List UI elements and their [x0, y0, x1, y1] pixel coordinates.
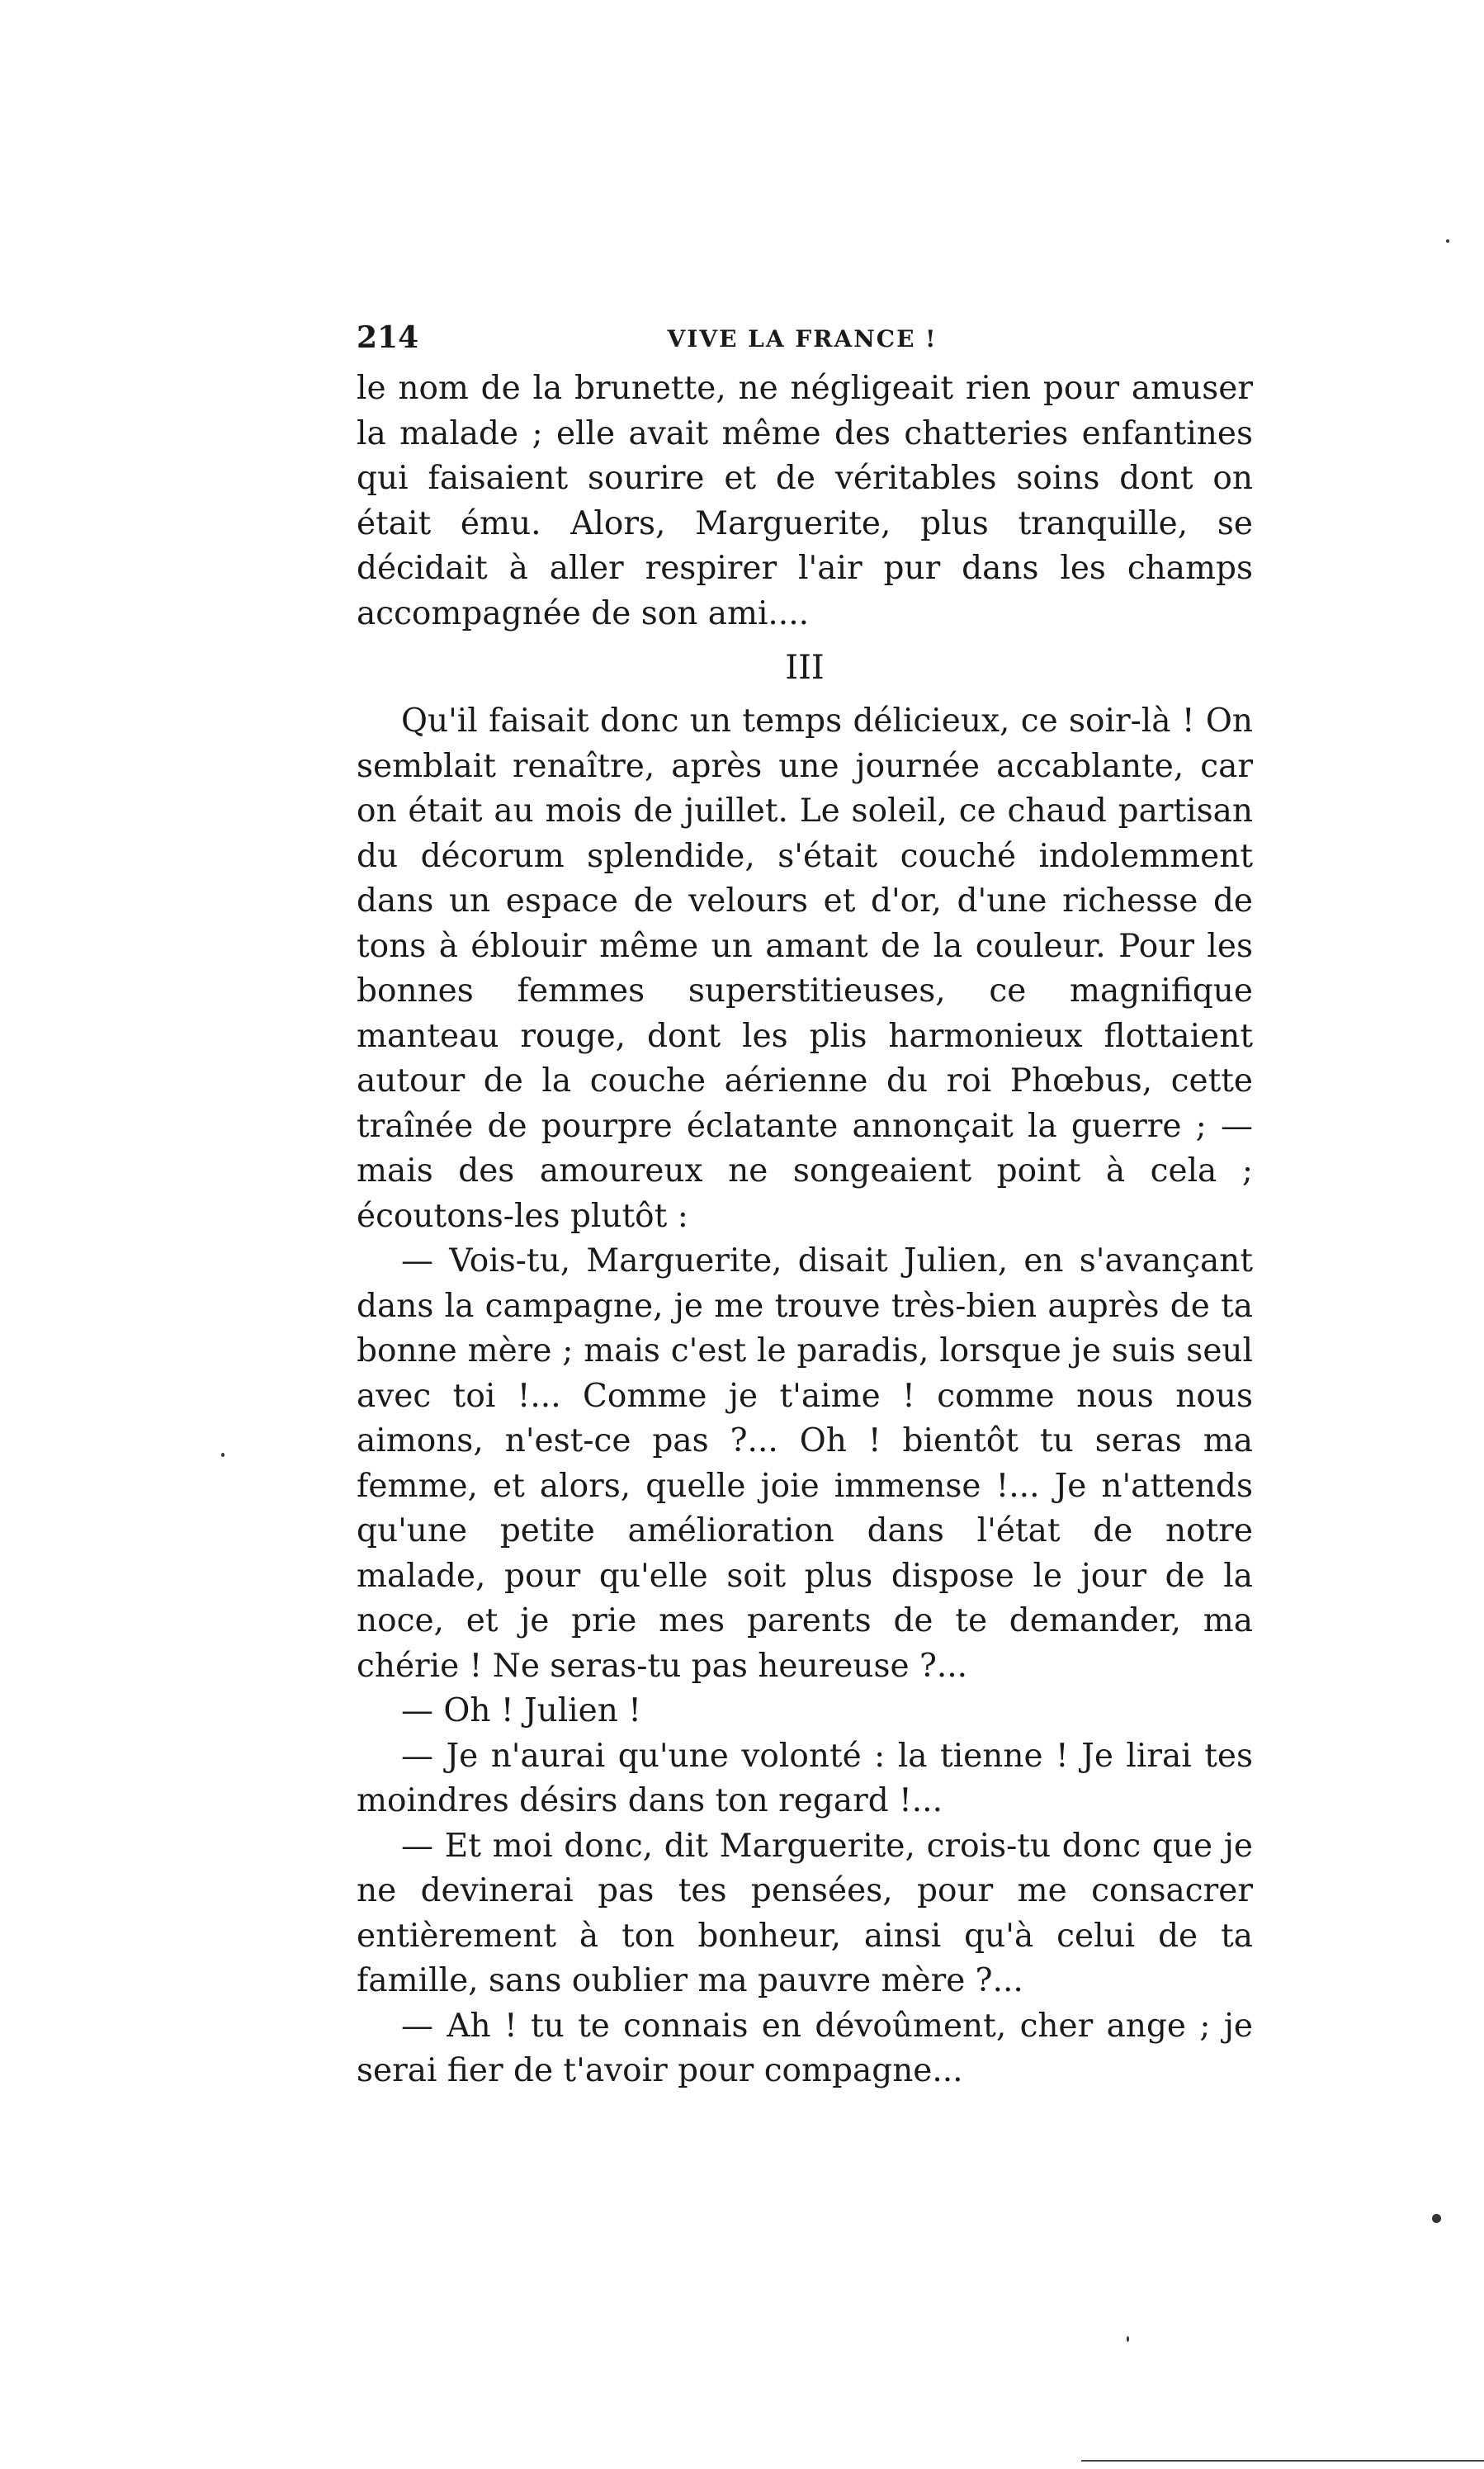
paragraph: Qu'il faisait donc un temps délicieux, ce soir-là ! On semblait renaître, après une journée accablante, car on était au mois de juillet. Le soleil, ce chaud partisan du décorum splendide, s'était couché indolemment dans un espace de velours et d'or, d'une richesse de tons à éblouir même un amant de la couleur. Pour les bonnes femmes superstitieuses, ce magnifique manteau rouge, dont les plis harmonieux flottaient autour de la couche aérienne du roi Phœbus, cette traînée de pourpre éclatante annonçait la guerre ; — mais des amoureux ne songeaient point à cela ; écoutons-les plutôt :: [357, 702, 1253, 1235]
dialogue-paragraph: — Et moi donc, dit Marguerite, crois-tu donc que je ne devinerai pas tes pensées, pour me consacrer entièrement à ton bonheur, ainsi qu'à celui de ta famille, sans oublier ma pauvre mère ?...: [357, 1827, 1253, 1999]
body-text: [357, 367, 1253, 2094]
scan-speck: [1127, 2336, 1129, 2342]
dialogue-paragraph: — Oh ! Julien !: [401, 1692, 641, 1729]
section-heading: III: [785, 649, 825, 687]
page-number: 214: [357, 320, 419, 355]
dialogue-paragraph: — Ah ! tu te connais en dévoûment, cher ange ; je serai fier de t'avoir pour compagne...: [357, 2007, 1253, 2089]
dialogue-paragraph: — Vois-tu, Marguerite, disait Julien, en s'avançant dans la campagne, je me trouve très-bien auprès de ta bonne mère ; mais c'est le paradis, lorsque je suis seul avec toi !... Comme je t'aime ! comme nous nous aimons, n'est-ce pas ?... Oh ! bientôt tu seras ma femme, et alors, quelle joie immense !... Je n'attends qu'une petite amélioration dans l'état de notre malade, pour qu'elle soit plus dispose le jour de la noce, et je prie mes parents de te demander, ma chérie ! Ne seras-tu pas heureuse ?...: [357, 1242, 1253, 1685]
scan-speck: [221, 1453, 224, 1457]
scan-speck: [1446, 239, 1449, 243]
scan-speck: [1432, 2214, 1441, 2223]
dialogue-paragraph: — Je n'aurai qu'une volonté : la tienne ! Je lirai tes moindres désirs dans ton regard !...: [357, 1737, 1253, 1819]
paragraph-continued: le nom de la brunette, ne négligeait rien pour amuser la malade ; elle avait même des chatteries enfantines qui faisaient sourire et de véritables soins dont on était ému. Alors, Marguerite, plus tranquille, se décidait à aller respirer l'air pur dans les champs accompagnée de son ami....: [357, 370, 1253, 632]
page-header: [357, 320, 1248, 367]
running-title: VIVE LA FRANCE !: [667, 325, 938, 352]
scan-edge-line: [1081, 2460, 1484, 2462]
